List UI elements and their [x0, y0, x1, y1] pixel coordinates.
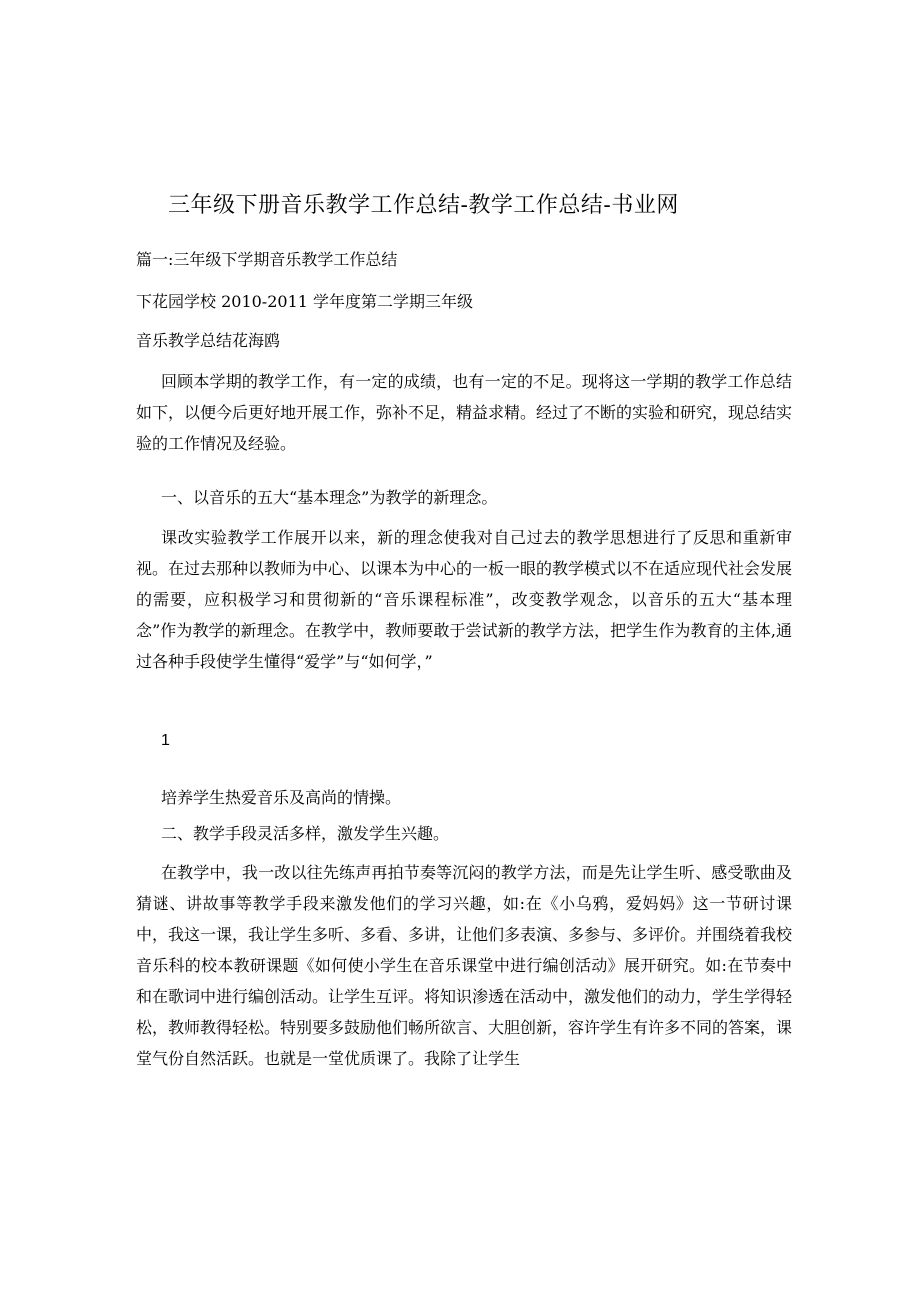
document-subtitle: 篇一:三年级下学期音乐教学工作总结 [136, 250, 398, 269]
page-number: 1 [161, 732, 170, 749]
paragraph-methods: 在教学中，我一改以往先练声再拍节奏等沉闷的教学方法，而是先让学生听、感受歌曲及猜谜、讲故事等教学手段来激发他们的学习兴趣，如:在《小乌鸦，爱妈妈》这一节研讨课中，我这一课，我让学生多听、多看、多讲，让他们多表演、多参与、多评价。并围绕着我校音乐科的校本教研课题《如何使小学生在音乐课堂中进行编创活动》展开研究。如:在节奏中和在歌词中进行编创活动。让学生互评。将知识渗透在活动中，激发他们的动力，学生学得轻松，教师教得轻松。特别要多鼓励他们畅所欲言、大胆创新，容许学生有许多不同的答案，课堂气份自然活跃。也就是一堂优质课了。我除了让学生 [136, 863, 793, 1068]
paragraph-review: 回顾本学期的教学工作，有一定的成绩，也有一定的不足。现将这一学期的教学工作总结如下，以便今后更好地开展工作，弥补不足，精益求精。经过了不断的实验和研究，现总结实验的工作情况及经验。 [136, 372, 793, 453]
author-line: 音乐教学总结花海鸥 [136, 331, 281, 350]
section-heading-two: 二、教学手段灵活多样，激发学生兴趣。 [161, 824, 450, 843]
section-heading-one: 一、以音乐的五大“基本理念”为教学的新理念。 [161, 488, 498, 507]
paragraph-reform: 课改实验教学工作展开以来，新的理念使我对自己过去的教学思想进行了反思和重新审视。在过去那种以教师为中心、以课本为中心的一板一眼的教学模式以不在适应现代社会发展的需要，应积极学习和贯彻新的“音乐课程标准”，改变教学观念，以音乐的五大“基本理念”作为教学的新理念。在教学中，教师要敢于尝试新的教学方法，把学生作为教育的主体,通过各种手段使学生懂得“爱学”与“如何学，” [136, 528, 793, 671]
school-line: 下花园学校 2010-2011 学年度第二学期三年级 [136, 292, 474, 311]
line-cultivate: 培养学生热爱音乐及高尚的情操。 [161, 788, 402, 807]
document-title: 三年级下册音乐教学工作总结-教学工作总结-书业网 [168, 193, 679, 218]
